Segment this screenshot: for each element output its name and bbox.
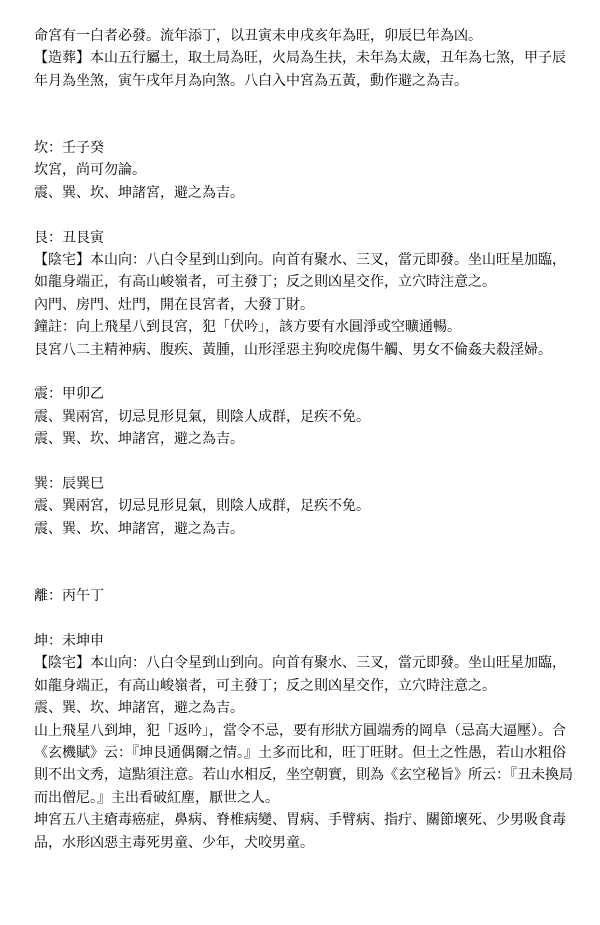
gen-note-line: 鐘註：向上飛星八到艮宮，犯「伏吟」，該方要有水圓淨或空曠通暢。 (34, 319, 461, 336)
spacer (34, 540, 579, 585)
kun-yinzhai-paragraph: 【陰宅】本山向：八白令星到山到向。向首有聚水、三叉，當元即發。坐山旺星加臨，如龍身端正，有高山峻嶺者，可主發丁；反之則凶星交作，立穴時注意之。 (34, 655, 566, 694)
kun-fanyin-paragraph: 山上飛星八到坤，犯「返吟」，當令不忌，要有形狀方圓端秀的岡阜（忌高大逼壓）。合《玄機賦》云：『坤艮通偶爾之情。』土多而比和，旺丁旺財。但土之性愚，若山水粗俗則不出文秀，這點須注意。若山水相反，坐空朝實，則為《玄空秘旨》所云：『丑未換局而出僧尼。』主出看破紅塵，厭世之人。 (34, 722, 573, 806)
spacer (34, 204, 579, 226)
intro-line: 命宮有一白者必發。流年添丁，以丑寅未申戌亥年為旺，卯辰巳年為凶。 (34, 28, 482, 44)
section-title-xun: 巽：辰巽巳 (34, 476, 104, 493)
spacer (34, 361, 579, 383)
xun-line-2: 震、巽、坎、坤諸宮，避之為吉。 (34, 520, 244, 537)
spacer (34, 92, 579, 137)
kan-line-2: 震、巽、坎、坤諸宮，避之為吉。 (34, 184, 244, 201)
zhen-line-1: 震、巽兩宮，切忌見形見氣，則陰人成群，足疾不免。 (34, 408, 370, 425)
section-title-li: 離：丙午丁 (34, 588, 104, 605)
zhen-line-2: 震、巽、坎、坤諸宮，避之為吉。 (34, 431, 244, 448)
section-title-kun: 坤：未坤申 (34, 632, 104, 649)
burial-paragraph: 【造葬】本山五行屬土，取土局為旺，火局為生扶，未年為太歲，丑年為七煞，甲子辰年月為坐煞，寅午戌年月為向煞。八白入中宮為五黃，動作避之為吉。 (34, 50, 566, 89)
gen-yinzhai-paragraph: 【陰宅】本山向：八白令星到山到向。向首有聚水、三叉，當元即發。坐山旺星加臨，如龍身端正，有高山峻嶺者，可主發丁；反之則凶星交作，立穴時注意之。 (34, 252, 566, 291)
xun-line-1: 震、巽兩宮，切忌見形見氣，則陰人成群，足疾不免。 (34, 498, 370, 515)
kan-line-1: 坎宮，尚可勿論。 (34, 162, 146, 179)
spacer (34, 451, 579, 473)
kun-disease-paragraph: 坤宮五八主瘡毒癌症，鼻病、脊椎病變、胃病、手臂病、指疔、關節壞死、少男吸食毒品，水形凶惡主毒死男童、少年，犬咬男童。 (34, 812, 566, 851)
kun-line-2: 震、巽、坎、坤諸宮，避之為吉。 (34, 700, 244, 717)
section-title-gen: 艮：丑艮寅 (34, 229, 104, 246)
gen-disease-paragraph: 艮宮八二主精神病、腹疾、黃腫，山形淫惡主狗咬虎傷牛觸、男女不倫姦夫殺淫婦。 (34, 341, 552, 358)
document-body (34, 25, 579, 854)
gen-doors-line: 內門、房門、灶門，開在艮宮者，大發丁財。 (34, 296, 314, 313)
spacer (34, 607, 579, 629)
section-title-kan: 坎：壬子癸 (34, 140, 104, 157)
section-title-zhen: 震：甲卯乙 (34, 386, 104, 403)
